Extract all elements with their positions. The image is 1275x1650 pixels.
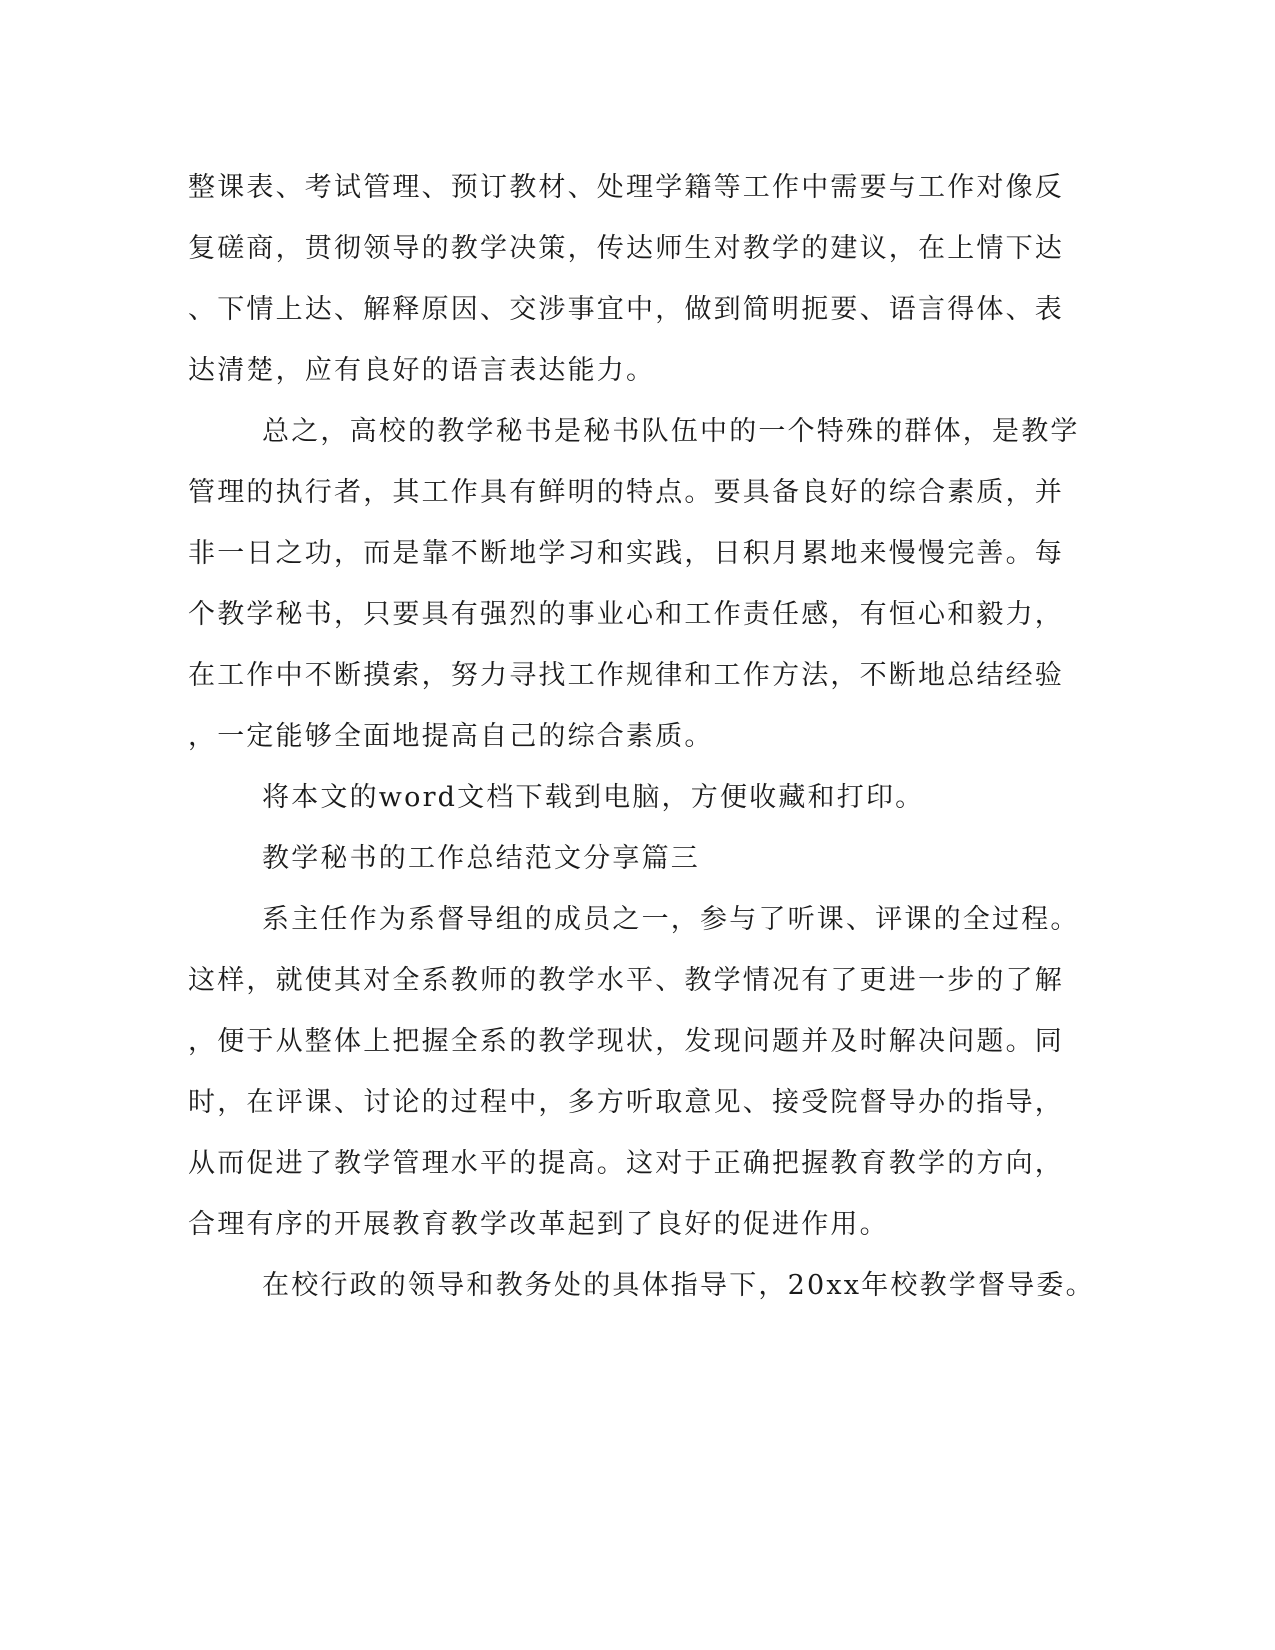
text-line: 合理有序的开展教育教学改革起到了良好的促进作用。 <box>188 1209 889 1240</box>
text-line: 时，在评课、讨论的过程中，多方听取意见、接受院督导办的指导， <box>188 1087 1064 1118</box>
text-line: 整课表、考试管理、预订教材、处理学籍等工作中需要与工作对像反 <box>188 172 1064 203</box>
text-line: 非一日之功，而是靠不断地学习和实践，日积月累地来慢慢完善。每 <box>188 538 1064 569</box>
text-line: 在工作中不断摸索，努力寻找工作规律和工作方法，不断地总结经验 <box>188 660 1064 691</box>
text-line: 达清楚，应有良好的语言表达能力。 <box>188 355 656 386</box>
text-line: 复磋商，贯彻领导的教学决策，传达师生对教学的建议，在上情下达 <box>188 233 1064 264</box>
paragraph-first-line: 总之，高校的教学秘书是秘书队伍中的一个特殊的群体，是教学 <box>262 416 1080 447</box>
text-line: 个教学秘书，只要具有强烈的事业心和工作责任感，有恒心和毅力， <box>188 599 1064 630</box>
paragraph-first-line: 系主任作为系督导组的成员之一，参与了听课、评课的全过程。 <box>262 904 1080 935</box>
text-line: 从而促进了教学管理水平的提高。这对于正确把握教育教学的方向， <box>188 1148 1064 1179</box>
paragraph-first-line: 在校行政的领导和教务处的具体指导下，20xx年校教学督导委。 <box>262 1270 1095 1301</box>
text-line: 管理的执行者，其工作具有鲜明的特点。要具备良好的综合素质，并 <box>188 477 1064 508</box>
download-note: 将本文的word文档下载到电脑，方便收藏和打印。 <box>262 782 925 813</box>
text-line: ，便于从整体上把握全系的教学现状，发现问题并及时解决问题。同 <box>188 1026 1064 1057</box>
section-heading: 教学秘书的工作总结范文分享篇三 <box>262 843 700 874</box>
text-line: 、下情上达、解释原因、交涉事宜中，做到简明扼要、语言得体、表 <box>188 294 1064 325</box>
text-line: ，一定能够全面地提高自己的综合素质。 <box>188 721 714 752</box>
text-line: 这样，就使其对全系教师的教学水平、教学情况有了更进一步的了解 <box>188 965 1064 996</box>
